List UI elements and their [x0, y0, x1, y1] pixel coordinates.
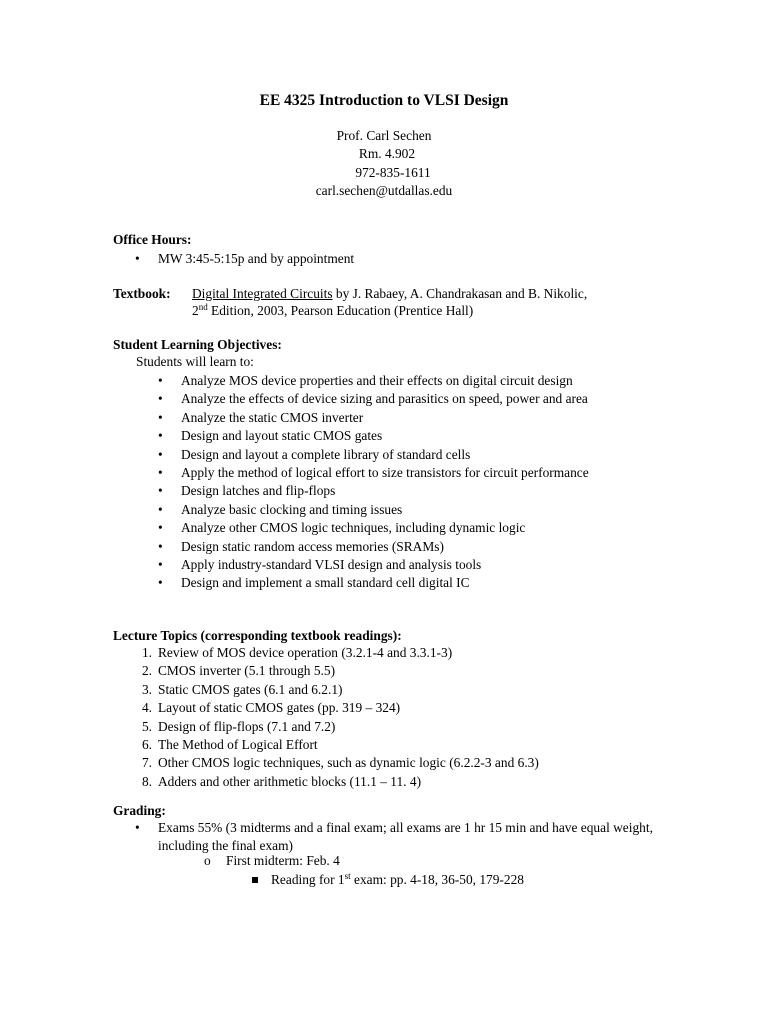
list-item: • Design latches and flip-flops [181, 482, 589, 500]
list-item: • Analyze the static CMOS inverter [181, 409, 589, 427]
item-number: 1. [141, 645, 152, 660]
first-midterm-item: o First midterm: Feb. 4 [226, 852, 340, 870]
item-number: 4. [141, 700, 152, 716]
item-number: 8. [141, 773, 152, 789]
list-item: 6. The Method of Logical Effort [158, 736, 539, 754]
lecture-topics-heading: Lecture Topics (corresponding textbook readings): [113, 628, 402, 643]
reading-item: Reading for 1st exam: pp. 4-18, 36-50, 179-228 [271, 871, 524, 889]
list-item: • Design and layout static CMOS gates [181, 427, 589, 445]
bullet-icon: • [135, 251, 140, 266]
bullet-icon: • [158, 446, 163, 462]
list-item: • Analyze other CMOS logic techniques, including dynamic logic [181, 519, 589, 537]
objectives-list [158, 372, 589, 593]
list-item: • Analyze basic clocking and timing issues [181, 501, 589, 519]
list-item: 2. CMOS inverter (5.1 through 5.5) [158, 662, 539, 680]
office-room: Rm. 4.902 [358, 146, 416, 162]
grading-exams-text: Exams 55% (3 midterms and a final exam; all exams are 1 hr 15 min and have equal weight, including the final exam) [158, 820, 653, 854]
phone-number: 972-835-1611 [355, 164, 431, 180]
bullet-icon: • [158, 520, 163, 536]
list-item: • Apply industry-standard VLSI design and analysis tools [181, 556, 589, 574]
square-bullet-icon [252, 877, 258, 883]
item-number: 5. [141, 718, 152, 734]
bullet-icon: • [158, 373, 163, 388]
list-item: • Design and implement a small standard cell digital IC [181, 574, 589, 592]
instructor-name: Prof. Carl Sechen [336, 128, 432, 143]
list-item: 5. Design of flip-flops (7.1 and 7.2) [158, 718, 539, 736]
list-item: 1. Review of MOS device operation (3.2.1-4 and 3.3.1-3) [158, 644, 539, 662]
lecture-topics-list [141, 644, 539, 791]
bullet-icon: • [158, 538, 163, 554]
list-item: • Analyze MOS device properties and their effects on digital circuit design [181, 372, 589, 390]
list-item: 7. Other CMOS logic techniques, such as dynamic logic (6.2.2-3 and 6.3) [158, 754, 539, 772]
bullet-icon: • [158, 501, 163, 517]
textbook-authors: by J. Rabaey, A. Chandrakasan and B. Nikolic, [332, 286, 588, 301]
textbook-heading: Textbook: [113, 286, 171, 301]
bullet-icon: • [158, 556, 163, 572]
item-number: 6. [141, 736, 152, 752]
email-address: carl.sechen@utdallas.edu [315, 183, 453, 199]
bullet-icon: • [158, 464, 163, 480]
list-item: 3. Static CMOS gates (6.1 and 6.2.1) [158, 681, 539, 699]
bullet-icon: • [135, 820, 140, 835]
list-item: 4. Layout of static CMOS gates (pp. 319 – 324) [158, 699, 539, 717]
textbook-line-1 [192, 285, 587, 303]
list-item: • Design static random access memories (SRAMs) [181, 538, 589, 556]
list-item: • Design and layout a complete library of standard cells [181, 446, 589, 464]
bullet-icon: • [158, 483, 163, 499]
contact-block [0, 127, 768, 201]
course-title: EE 4325 Introduction to VLSI Design [259, 92, 509, 109]
bullet-icon: • [158, 575, 163, 591]
item-number: 3. [141, 681, 152, 697]
circle-bullet-icon: o [204, 853, 211, 868]
bullet-icon: • [158, 409, 163, 425]
textbook-line-2: 2nd Edition, 2003, Pearson Education (Prentice Hall) [192, 302, 474, 318]
objectives-heading: Student Learning Objectives: [113, 337, 282, 352]
grading-exams-item [135, 819, 658, 856]
office-hours-heading: Office Hours: [113, 232, 192, 247]
bullet-icon: • [158, 391, 163, 407]
item-number: 2. [141, 663, 152, 679]
objectives-intro: Students will learn to: [136, 354, 254, 369]
list-item: 8. Adders and other arithmetic blocks (11.1 – 11. 4) [158, 773, 539, 791]
list-item: • MW 3:45-5:15p and by appointment [158, 250, 354, 268]
item-number: 7. [141, 755, 152, 771]
bullet-icon: • [158, 428, 163, 444]
textbook-title: Digital Integrated Circuits [192, 286, 333, 301]
grading-heading: Grading: [113, 803, 166, 818]
list-item: • Apply the method of logical effort to size transistors for circuit performance [181, 464, 589, 482]
list-item: • Analyze the effects of device sizing and parasitics on speed, power and area [181, 390, 589, 408]
office-hours-list [135, 250, 355, 268]
